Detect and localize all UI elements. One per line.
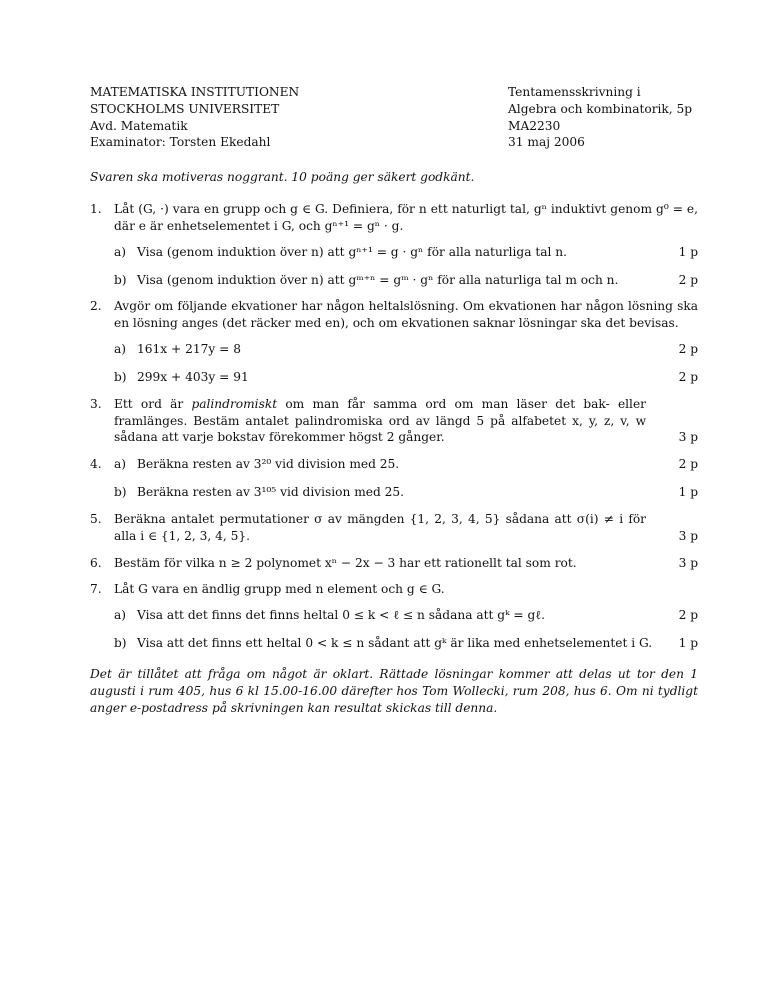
problem-number: 6.: [90, 555, 102, 570]
problem-6: [90, 555, 698, 572]
points: 2 p: [678, 342, 698, 357]
sub-label: b): [114, 636, 127, 651]
sub-text: Beräkna resten av 3²⁰ vid division med 25.: [137, 457, 400, 472]
sub-text: 299x + 403y = 91: [137, 369, 249, 384]
problem-text: Avgör om följande ekvationer har någon heltalslösning. Om ekvationen har någon lösning ska en lösning anges (det räcker med en), och om ekvationen saknar lösningar ska det bevisas.: [114, 299, 698, 331]
problem-3: [90, 396, 698, 446]
problem-number: 7.: [90, 582, 102, 597]
problem-list: [90, 201, 698, 652]
subproblem-4a: [114, 456, 698, 473]
points: 3 p: [678, 555, 698, 570]
subproblem-4b: [114, 484, 698, 501]
subproblem-2b: [114, 369, 698, 386]
subproblem-1b: [114, 272, 698, 289]
sub-label: a): [114, 608, 127, 623]
sub-label: b): [114, 485, 127, 500]
footer-note: Det är tillåtet att fråga om något är oklart. Rättade lösningar kommer att delas ut tor den 1 augusti i rum 405, hus 6 kl 15.00-16.00 därefter hos Tom Wollecki, rum 208, hus 6. Om ni tydligt anger e-postadress på skrivningen kan resultat skickas till denna.: [90, 666, 698, 715]
problem-number: 5.: [90, 511, 102, 526]
problem-text: Beräkna antalet permutationer σ av mängden {1, 2, 3, 4, 5} sådana att σ(i) ≠ i för alla i ∈ {1, 2, 3, 4, 5}.: [114, 511, 646, 543]
points: 2 p: [678, 608, 698, 623]
header-line: 31 maj 2006: [508, 135, 585, 150]
header-line: MATEMATISKA INSTITUTIONEN: [90, 85, 300, 99]
points: 2 p: [678, 369, 698, 384]
sub-text: Visa (genom induktion över n) att gⁿ⁺¹ = g · gⁿ för alla naturliga tal n.: [137, 244, 568, 259]
points: 2 p: [678, 457, 698, 472]
problem-7: [90, 581, 698, 651]
sub-label: b): [114, 272, 127, 287]
sub-text: 161x + 217y = 8: [137, 342, 241, 357]
problem-number: 1.: [90, 202, 102, 217]
problem-number: 3.: [90, 396, 102, 411]
exam-header: [90, 84, 698, 151]
sub-label: a): [114, 244, 127, 259]
text-part: Ett ord är: [114, 396, 192, 411]
problem-number: 2.: [90, 299, 102, 314]
sub-text: Beräkna resten av 3¹⁰⁵ vid division med 25.: [137, 485, 405, 500]
points: 1 p: [678, 636, 698, 651]
exam-page: [90, 84, 698, 716]
problem-number: 4.: [90, 457, 102, 472]
problem-2: [90, 298, 698, 385]
subproblem-7b: [114, 635, 698, 652]
problem-5: [90, 511, 698, 545]
subproblem-2a: [114, 341, 698, 358]
sub-text: Visa (genom induktion över n) att gᵐ⁺ⁿ = gᵐ · gⁿ för alla naturliga tal m och n.: [137, 272, 619, 287]
subproblem-1a: [114, 244, 698, 261]
header-line: Avd. Matematik: [90, 118, 188, 133]
text-part: om man får samma ord om man läser det bak- eller framlänges. Bestäm antalet palindromiska ord av längd 5 på alfabetet x, y, z, v, w sådana att varje bokstav förekommer högst 2 gånger.: [114, 396, 646, 445]
header-line: MA2230: [508, 118, 561, 133]
points: 3 p: [678, 528, 698, 543]
sub-label: a): [114, 457, 127, 472]
institution-block: [90, 84, 299, 151]
emphasized-term: palindromiskt: [191, 396, 278, 411]
sub-label: b): [114, 369, 127, 384]
problem-4: [90, 456, 698, 501]
header-line: Tentamensskrivning i: [508, 85, 641, 99]
points: 1 p: [678, 485, 698, 500]
problem-1: [90, 201, 698, 288]
header-line: Algebra och kombinatorik, 5p: [508, 101, 693, 116]
points: 3 p: [678, 430, 698, 445]
header-line: STOCKHOLMS UNIVERSITET: [90, 101, 280, 116]
problem-text: Låt (G, ·) vara en grupp och g ∈ G. Definiera, för n ett naturligt tal, gⁿ induktivt genom g⁰ = e, där e är enhetselementet i G, och gⁿ⁺¹ = gⁿ · g.: [114, 202, 698, 233]
instructions: Svaren ska motiveras noggrant. 10 poäng ger säkert godkänt.: [90, 170, 475, 185]
problem-text: Låt G vara en ändlig grupp med n element och g ∈ G.: [114, 582, 445, 597]
sub-text: Visa att det finns ett heltal 0 < k ≤ n sådant att gᵏ är lika med enhetselementet i G.: [137, 636, 653, 651]
problem-text: Bestäm för vilka n ≥ 2 polynomet xⁿ − 2x − 3 har ett rationellt tal som rot.: [114, 555, 577, 570]
subproblem-7a: [114, 607, 698, 624]
points: 2 p: [678, 272, 698, 287]
sub-text: Visa att det finns det finns heltal 0 ≤ k < ℓ ≤ n sådana att gᵏ = gℓ.: [137, 608, 546, 623]
problem-text: [114, 396, 666, 446]
sub-label: a): [114, 342, 127, 357]
points: 1 p: [678, 244, 698, 259]
course-block: [508, 84, 698, 151]
header-line: Examinator: Torsten Ekedahl: [90, 135, 271, 150]
